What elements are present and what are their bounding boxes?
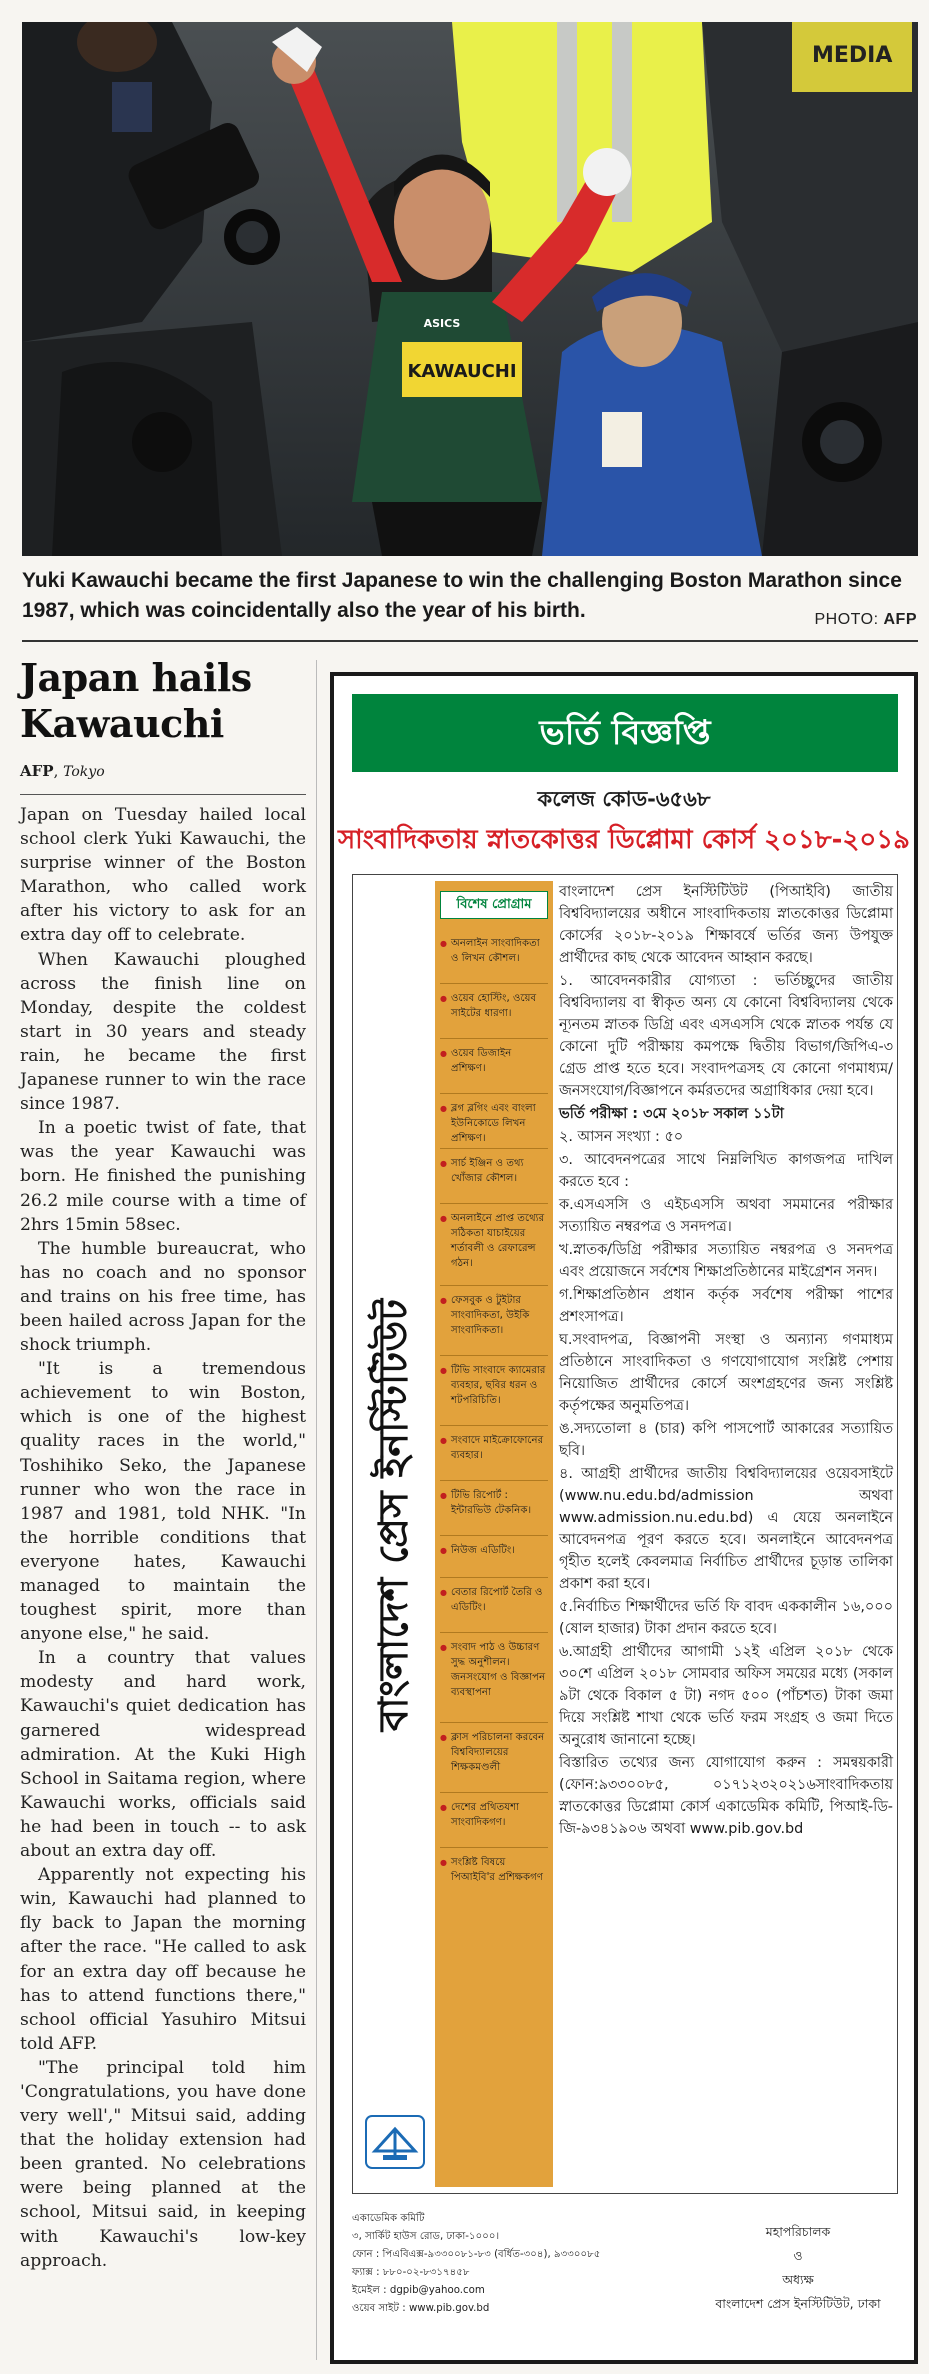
credit-label: PHOTO: [814, 611, 879, 628]
article-byline: AFP, Tokyo [20, 761, 306, 795]
ad-admission-fee: ৫.নির্বাচিত শিক্ষার্থীদের ভর্তি ফি বাবদ এককালীন ১৬,০০০ (ষোল হাজার) টাকা প্রদান করতে হবে। [559, 1599, 893, 1637]
ad-document-gha: ঘ.সংবাদপত্র, বিজ্ঞাপনী সংস্থা ও অন্যান্য গণমাধ্যম প্রতিষ্ঠানে সাংবাদিকতা ও গণযোগাযোগ সংশ্লিষ্ট পেশায় নিয়োজিত প্রার্থীদের কোর্সে অংশগ্রহণের জন্য সংশ্লিষ্ট কর্তৃপক্ষের অনুমতিপত্র। [559, 1332, 893, 1414]
program-item: ● ওয়েব হোস্টিং, ওয়েব সাইটের ধারণা। [440, 984, 548, 1039]
article-body [20, 803, 306, 2273]
media-vest-label: MEDIA [812, 43, 893, 68]
ad-course-title: সাংবাদিকতায় স্নাতকোত্তর ডিপ্লোমা কোর্স ২০১৮-২০১৯ [337, 825, 910, 855]
program-item: ● টিভি রিপোর্ট : ইন্টারভিউ টেকনিক। [440, 1481, 548, 1536]
office-line: ফ্যাক্স : ৮৮০-০২-৮৩১৭৪৫৮ [352, 2267, 470, 2278]
jersey-sponsor: ASICS [423, 317, 461, 330]
photo-credit [815, 611, 918, 629]
ad-content-box [352, 874, 898, 2194]
byline-dateline: Tokyo [63, 764, 105, 780]
marathon-photo [22, 22, 918, 556]
ad-seats: ২. আসন সংখ্যা : ৫০ [559, 1129, 684, 1145]
ad-form-collection: ৬.আগ্রহী প্রার্থীদের আগামী ১২ই এপ্রিল ২০১৮ থেকে ৩০শে এপ্রিল ২০১৮ সোমবার অফিস সময়ের মধ্যে (সকাল ৯টা থেকে বিকাল ৫ টা) নগদ ৫০০ (পাঁচশত) টাকা জমা দিয়ে সংশ্লিষ্ট শাখা থেকে ভর্তি ফরম সংগ্রহ ও জমা দিতে অনুরোধ জানানো হচ্ছে। [559, 1644, 893, 1748]
program-item: ● টিভি সাংবাদে ক্যামেরার ব্যবহার, ছবির ধরন ও শটপরিচিতি। [440, 1356, 548, 1426]
caption-divider [22, 640, 918, 642]
ad-eligibility: ১. আবেদনকারীর যোগ্যতা : ভর্তিচ্ছুদের জাতীয় বিশ্ববিদ্যালয় বা স্বীকৃত অন্য যে কোনো বিশ্ববিদ্যালয় থেকে ন্যূনতম স্নাতক ডিগ্রি এবং এসএসসি থেকে স্নাতক পর্যন্ত যে কোনো দুটি পরীক্ষায় কমপক্ষে দ্বিতীয় বিভাগ/জিপিএ-৩ গ্রেড প্রাপ্ত হতে হবে। সংবাদপত্রসহ যে কোনো গণমাধ্যম/জনসংযোগ/বিজ্ঞাপনে কর্মরতদের অগ্রাধিকার দেয়া হবে। [559, 973, 893, 1099]
ad-intro: বাংলাদেশ প্রেস ইনস্টিটিউট (পিআইবি) জাতীয় বিশ্ববিদ্যালয়ের অধীনে সাংবাদিকতায় স্নাতকোত্তর ডিপ্লোমা কোর্সের ২০১৮-২০১৯ শিক্ষাবর্ষে ভর্তির জন্য উপযুক্ত প্রার্থীদের কাছ থেকে আবেদন আহ্বান করছে। [559, 884, 893, 966]
programs-heading: বিশেষ প্রোগ্রাম [440, 891, 548, 919]
bib-name: KAWAUCHI [407, 361, 517, 382]
ad-footer [352, 2210, 898, 2356]
signatory-title: মহাপরিচালক [765, 2224, 831, 2239]
news-article [20, 655, 306, 2273]
photo-caption: Yuki Kawauchi became the first Japanese to win the challenging Boston Marathon since 1987, which was coincidentally also the year of his birth. [22, 569, 902, 622]
signatory-and: ও [793, 2248, 803, 2263]
article-headline: Japan hails Kawauchi [20, 655, 252, 746]
column-divider [316, 660, 317, 2360]
program-item: ● ক্লাস পরিচালনা করবেন বিশ্ববিদ্যালয়ের শিক্ষকমণ্ডলী [440, 1723, 548, 1793]
ad-document-kha: খ.স্নাতক/ডিগ্রি পরীক্ষার সত্যায়িত নম্বরপত্র ও সনদপত্র এবং প্রয়োজনে সর্বশেষ শিক্ষাপ্রতিষ্ঠানের মাইগ্রেশন সনদ। [559, 1242, 893, 1280]
program-item: ● সংবাদ পাঠ ও উচ্চারণ সুদ্ধ অনুশীলন। জনসংযোগ ও বিজ্ঞাপন ব্যবস্থাপনা [440, 1633, 548, 1723]
program-item: ● অনলাইন সাংবাদিকতা ও লিখন কৌশল। [440, 929, 548, 984]
article-paragraph: In a poetic twist of fate, that was the year Kawauchi was born. He finished the punishing 26.2 mile course with a time of 2hrs 15min 58sec. [20, 1118, 306, 1235]
ad-document-uma: ঙ.সদ্যতোলা ৪ (চার) কপি পাসপোর্ট আকারের সত্যায়িত ছবি। [559, 1421, 893, 1459]
ad-document-ga: গ.শিক্ষাপ্রতিষ্ঠান প্রধান কর্তৃক সর্বশেষ পরীক্ষা পাশের প্রশংসাপত্র। [559, 1287, 893, 1325]
ad-title: ভর্তি বিজ্ঞপ্তি [352, 694, 898, 772]
program-item: ● বেতার রিপোর্ট তৈরি ও এডিটিং। [440, 1578, 548, 1633]
photo-illustration [22, 22, 918, 556]
byline-agency: AFP [20, 762, 54, 780]
article-paragraph: Apparently not expecting his win, Kawauchi had planned to fly back to Japan the morning after the race. "He called to ask for an extra day off because he has to attend functions there," school official Yasuhiro Mitsui told AFP. [20, 1865, 306, 2054]
article-paragraph: The humble bureaucrat, who has no coach and no sponsor and trains on his free time, has been hailed across Japan for the shock triumph. [20, 1238, 306, 1356]
program-item: ● অনলাইনে প্রাপ্ত তথ্যের সঠিকতা যাচাইয়ের শর্তাবলী ও রেফারেন্স গঠন। [440, 1204, 548, 1286]
admission-advertisement [330, 672, 918, 2364]
office-line: ৩, সার্কিট হাউস রোড, ঢাকা-১০০০। [352, 2231, 500, 2242]
program-item: ● সার্চ ইঞ্জিন ও তথ্য খোঁজার কৌশল। [440, 1149, 548, 1204]
office-line: ইমেইল : dgpib@yahoo.com [352, 2285, 485, 2296]
article-paragraph: In a country that values modesty and hard work, Kawauchi's quiet dedication has garnered widespread admiration. At the Kuki High School in Saitama region, where Kawauchi works, officials said he had been in touch -- to ask about an extra day off. [20, 1648, 306, 1862]
signatory-org: বাংলাদেশ প্রেস ইনস্টিটিউট, ঢাকা [715, 2296, 881, 2311]
vertical-title-strip [353, 875, 435, 2105]
ad-college-code: কলেজ কোড-৬৫৬৮ [537, 787, 711, 811]
ad-documents: ৩. আবেদনপত্রের সাথে নিম্নলিখিত কাগজপত্র দাখিল করতে হবে : [559, 1152, 893, 1190]
program-item: ● দেশের প্রথিতযশা সাংবাদিকগণ। [440, 1793, 548, 1848]
article-paragraph: "It is a tremendous achievement to win Boston, which is one of the highest quality races in the world," Toshihiko Seko, the Japanese runner who won the race in 1987 and 1981, told NHK. "In the horrible conditions that everyone hates, Kawauchi managed to maintain the toughest spirit, more than anyone else," he said. [20, 1359, 306, 1645]
signatory-block [698, 2220, 898, 2316]
pib-logo-icon [365, 2115, 425, 2169]
ad-document-ka: ক.এসএসসি ও এইচএসসি অথবা সমমানের পরীক্ষার সত্যায়িত নম্বরপত্র ও সনদপত্র। [559, 1197, 893, 1235]
program-item: ● ব্লগ ব্লগিং এবং বাংলা ইউনিকোডে লিখন প্রশিক্ষণ। [440, 1094, 548, 1149]
signatory-role: অধ্যক্ষ [782, 2272, 814, 2287]
article-paragraph: Japan on Tuesday hailed local school clerk Yuki Kawauchi, the surprise winner of the Boston Marathon, who called work after his victory to ask for an extra day off to celebrate. [20, 805, 306, 946]
article-paragraph: "The principal told him 'Congratulations, you have done very well'," Mitsui said, adding that the holiday extension had been granted. No celebrations were being planned at the school, Mitsui said, in keeping with Kawauchi's low-key approach. [20, 2057, 306, 2271]
ad-online-application: ৪. আগ্রহী প্রার্থীদের জাতীয় বিশ্ববিদ্যালয়ের ওয়েবসাইটে (www.nu.edu.bd/admission অথবা www.admission.nu.edu.bd) এ যেয়ে অনলাইনে আবেদনপত্র পূরণ করতে হবে। অনলাইনে আবেদনপত্র গৃহীত হলেই কেবলমাত্র নির্বাচিত প্রার্থীদের চূড়ান্ত তালিকা প্রকাশ করা হবে। [559, 1466, 893, 1592]
program-item: ● ওয়েব ডিজাইন প্রশিক্ষণ। [440, 1039, 548, 1094]
office-address [352, 2210, 672, 2318]
program-item: ● ফেসবুক ও টুইটার সাংবাদিকতা, উইকি সাংবাদিকতা। [440, 1286, 548, 1356]
ad-exam-date: ভর্তি পরীক্ষা : ৩মে ২০১৮ সকাল ১১টা [559, 1106, 784, 1122]
program-item: ● সংশ্লিষ্ট বিষয়ে পিআইবি'র প্রশিক্ষকগণ [440, 1848, 548, 1903]
ad-contact: বিস্তারিত তথ্যের জন্য যোগাযোগ করুন : সমন্বয়কারী (ফোন:৯৩৩০০৮৫, ০১৭১২৩২০২১৬সাংবাদিকতায় স্নাতকোত্তর ডিপ্লোমা কোর্স একাডেমিক কমিটি, পিআই-ডি-জি-৯৩৪১৯০৬ অথবা www.pib.gov.bd [559, 1755, 893, 1837]
credit-source: AFP [883, 611, 917, 628]
office-line: ফোন : পিএবিএক্স-৯৩৩০০৮১-৮৩ (বর্ধিত-৩০৪), ৯৩৩০০৮৫ [352, 2249, 601, 2260]
article-paragraph: When Kawauchi ploughed across the finish line on Monday, despite the coldest start in 30 years and steady rain, he became the first Japanese runner to win the race since 1987. [20, 949, 306, 1115]
admission-details [559, 881, 893, 1841]
office-line: ওয়েব সাইট : www.pib.gov.bd [352, 2303, 490, 2314]
institute-vertical-title: বাংলাদেশ প্রেস ইনস্টিটিউট [371, 1298, 417, 1732]
office-line: একাডেমিক কমিটি [352, 2213, 425, 2224]
program-item: ● সংবাদে মাইক্রোফোনের ব্যবহার। [440, 1426, 548, 1481]
special-programs-panel [435, 881, 553, 2187]
program-item: ● নিউজ এডিটিং। [440, 1536, 548, 1578]
